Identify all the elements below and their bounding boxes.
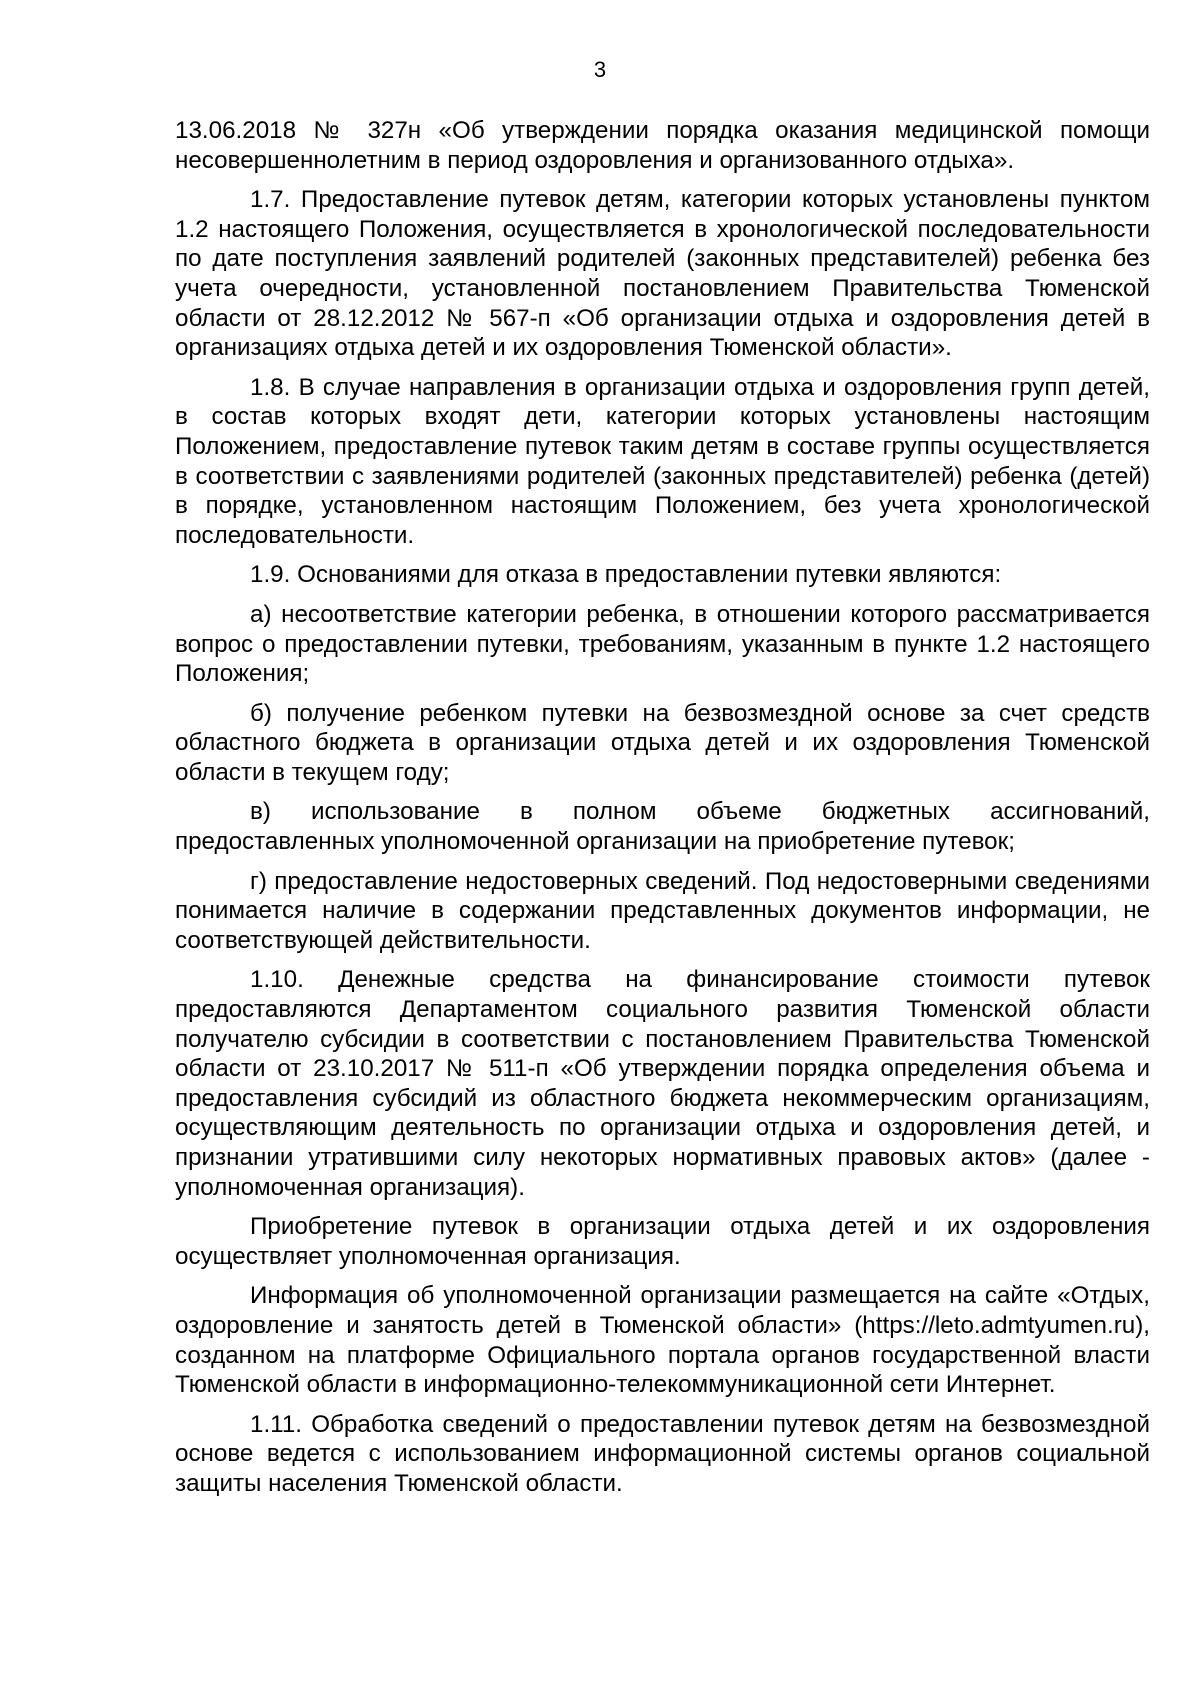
paragraph-1-8: 1.8. В случае направления в организации отдыха и оздоровления групп детей, в состав которых входят дети, категории которых установлены настоящим Положением, предоставление путевок таким детям в составе группы осуществляется в соответствии с заявлениями родителей (законных представителей) ребенка (детей) в порядке, установленном настоящим Положением, без учета хронологической последовательности. [175, 373, 1150, 549]
paragraph-1-9: 1.9. Основаниями для отказа в предоставлении путевки являются: [250, 561, 1002, 589]
page-number: 3 [593, 57, 607, 82]
paragraph-continuation: 13.06.2018 № 327н «Об утверждении порядка оказания медицинской помощи несовершеннолетним в период оздоровления и организованного отдыха». [175, 117, 1150, 174]
paragraph-purchase: Приобретение путевок в организации отдыха детей и их оздоровления осуществляет уполномоченная организация. [175, 1213, 1150, 1270]
paragraph-1-10: 1.10. Денежные средства на финансирование стоимости путевок предоставляются Департаментом социального развития Тюменской области получателю субсидии в соответствии с постановлением Правительства Тюменской области от 23.10.2017 № 511-п «Об утверждении порядка определения объема и предоставления субсидий из областного бюджета некоммерческим организациям, осуществляющим деятельность по организации отдыха и оздоровления детей, и признании утратившими силу некоторых нормативных правовых актов» (далее - уполномоченная организация). [175, 966, 1150, 1201]
paragraph-1-11: 1.11. Обработка сведений о предоставлении путевок детям на безвозмездной основе ведется с использованием информационной системы органов социальной защиты населения Тюменской области. [175, 1410, 1150, 1497]
paragraph-1-9-v: в) использование в полном объеме бюджетных ассигнований, предоставленных уполномоченной организации на приобретение путевок; [175, 798, 1150, 856]
paragraph-1-9-a: а) несоответствие категории ребенка, в отношении которого рассматривается вопрос о предоставлении путевки, требованиям, указанным в пункте 1.2 настоящего Положения; [175, 600, 1150, 688]
paragraph-info: Информация об уполномоченной организации размещается на сайте «Отдых, оздоровление и занятость детей в Тюменской области» (https://leto.admtyumen.ru), созданном на платформе Официального портала органов государственной власти Тюменской области в информационно-телекоммуникационной сети Интернет. [175, 1282, 1150, 1399]
paragraph-1-9-b: б) получение ребенком путевки на безвозмездной основе за счет средств областного бюджета в организации отдыха детей и их оздоровления Тюменской области в текущем году; [175, 699, 1150, 786]
paragraph-1-9-g: г) предоставление недостоверных сведений. Под недостоверными сведениями понимается наличие в содержании представленных документов информации, не соответствующей действительности. [175, 867, 1150, 954]
document-body [175, 116, 1150, 1509]
paragraph-1-7: 1.7. Предоставление путевок детям, категории которых установлены пунктом 1.2 настоящего Положения, осуществляется в хронологической последовательности по дате поступления заявлений родителей (законных представителей) ребенка без учета очередности, установленной постановлением Правительства Тюменской области от 28.12.2012 № 567-п «Об организации отдыха и оздоровления детей в организациях отдыха детей и их оздоровления Тюменской области». [175, 186, 1150, 362]
